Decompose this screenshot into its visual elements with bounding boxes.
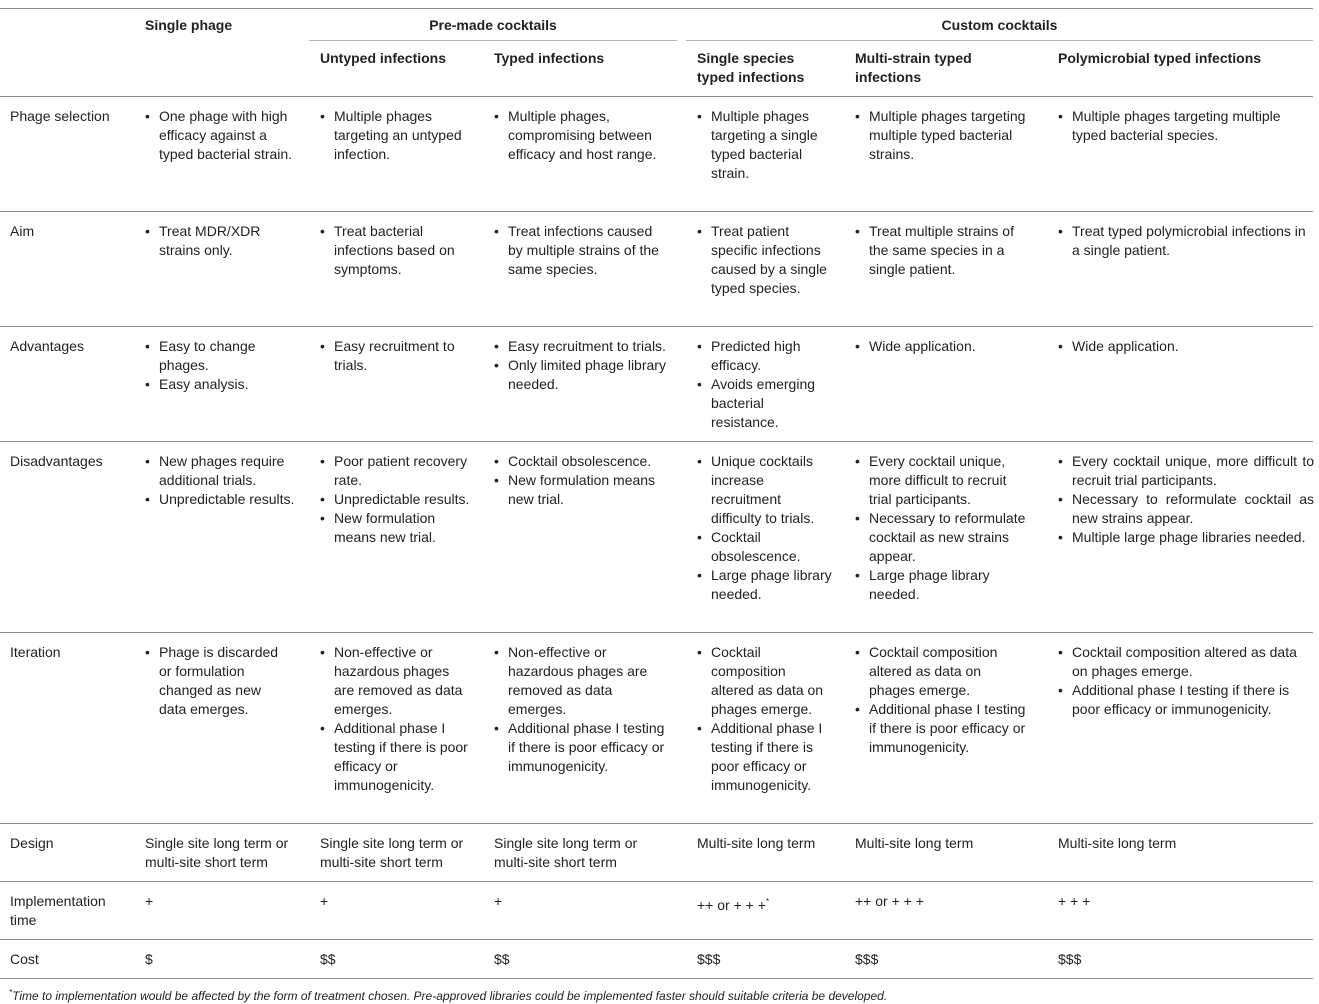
bullet-item: • Unpredictable results. bbox=[145, 490, 295, 509]
row-rule bbox=[0, 632, 1313, 633]
bullet-item: • Cocktail composition altered as data on phages emerge. bbox=[1058, 643, 1314, 681]
cell-iteration-polymicrobial bbox=[1058, 643, 1314, 719]
row-label-phage-selection: Phage selection bbox=[10, 108, 110, 124]
col-header-multi-strain: Multi-strain typed infections bbox=[855, 50, 972, 85]
cell-implementation-single: + bbox=[145, 893, 154, 909]
cell-disadvantages-polymicrobial bbox=[1058, 452, 1314, 547]
row-label-aim: Aim bbox=[10, 223, 35, 239]
col-header-typed: Typed infections bbox=[494, 50, 605, 66]
cell-selection-typed bbox=[494, 107, 664, 164]
cell-implementation-single-species bbox=[697, 892, 769, 915]
group-header-custom: Custom cocktails bbox=[941, 17, 1058, 33]
row-rule bbox=[0, 326, 1313, 327]
cell-iteration-single-species bbox=[697, 643, 832, 795]
bullet-item: • Multiple phages, compromising between efficacy and host range. bbox=[494, 107, 664, 164]
premade-group-rule bbox=[309, 40, 677, 41]
cell-selection-polymicrobial bbox=[1058, 107, 1314, 145]
bullet-item: • Multiple large phage libraries needed. bbox=[1058, 528, 1314, 547]
cell-cost-single: $ bbox=[145, 951, 153, 967]
bullet-item: • Additional phase I testing if there is poor efficacy or immunogenicity. bbox=[855, 700, 1030, 757]
group-header-premade: Pre-made cocktails bbox=[429, 17, 557, 33]
cell-selection-multi-strain bbox=[855, 107, 1040, 164]
bullet-item: • Every cocktail unique, more difficult to recruit trial participants. bbox=[855, 452, 1030, 509]
cell-aim-typed bbox=[494, 222, 669, 279]
row-label-implementation-time: Implementation time bbox=[10, 893, 106, 928]
cell-advantages-typed bbox=[494, 337, 669, 394]
row-rule bbox=[0, 441, 1313, 442]
cell-cost-multi-strain: $$$ bbox=[855, 951, 879, 967]
col-header-single-species: Single species typed infections bbox=[697, 50, 805, 85]
table-top-rule bbox=[0, 8, 1313, 9]
cell-advantages-untyped bbox=[320, 337, 470, 375]
row-label-iteration: Iteration bbox=[10, 644, 61, 660]
row-label-cost: Cost bbox=[10, 951, 39, 967]
bullet-item: • Treat typed polymicrobial infections in a single patient. bbox=[1058, 222, 1314, 260]
bullet-item: • Treat multiple strains of the same species in a single patient. bbox=[855, 222, 1020, 279]
cell-advantages-multi-strain bbox=[855, 337, 1025, 356]
cell-design-untyped: Single site long term or multi-site short term bbox=[320, 835, 464, 870]
bullet-item: • Necessary to reformulate cocktail as new strains appear. bbox=[1058, 490, 1314, 528]
bullet-item: • Unique cocktails increase recruitment difficulty to trials. bbox=[697, 452, 832, 528]
cell-cost-typed: $$ bbox=[494, 951, 510, 967]
bullet-item: • Cocktail obsolescence. bbox=[697, 528, 832, 566]
bullet-item: • Additional phase I testing if there is poor efficacy or immunogenicity. bbox=[1058, 681, 1314, 719]
header-bottom-rule bbox=[0, 96, 1313, 97]
bullet-item: • Multiple phages targeting a single typed bacterial strain. bbox=[697, 107, 832, 183]
cell-implementation-untyped: + bbox=[320, 893, 329, 909]
bullet-item: • Non-effective or hazardous phages are removed as data emerges. bbox=[494, 643, 669, 719]
bullet-item: • Large phage library needed. bbox=[855, 566, 1030, 604]
bullet-item: • New phages require additional trials. bbox=[145, 452, 295, 490]
bullet-item: • Wide application. bbox=[855, 337, 1025, 356]
cell-selection-single-species bbox=[697, 107, 832, 183]
cell-aim-untyped bbox=[320, 222, 470, 279]
cell-iteration-multi-strain bbox=[855, 643, 1030, 757]
custom-group-rule bbox=[686, 40, 1313, 41]
cell-implementation-multi-strain: ++ or + + + bbox=[855, 893, 924, 909]
bullet-item: • Easy analysis. bbox=[145, 375, 295, 394]
cell-advantages-polymicrobial bbox=[1058, 337, 1314, 356]
cell-aim-multi-strain bbox=[855, 222, 1020, 279]
footnote-text: Time to implementation would be affected by the form of treatment chosen. Pre-approved libraries could be implemented faster should suitable criteria be developed. bbox=[12, 989, 888, 1003]
bullet-item: • Unpredictable results. bbox=[320, 490, 470, 509]
bullet-item: • Easy recruitment to trials. bbox=[494, 337, 669, 356]
cell-disadvantages-multi-strain bbox=[855, 452, 1030, 604]
bullet-item: • Only limited phage library needed. bbox=[494, 356, 669, 394]
cell-advantages-single bbox=[145, 337, 295, 394]
cell-iteration-single bbox=[145, 643, 285, 719]
cell-disadvantages-untyped bbox=[320, 452, 470, 547]
bullet-item: • Additional phase I testing if there is poor efficacy or immunogenicity. bbox=[320, 719, 470, 795]
bullet-item: • Easy to change phages. bbox=[145, 337, 295, 375]
footnote-mark: * bbox=[9, 988, 13, 997]
cell-design-multi-strain: Multi-site long term bbox=[855, 835, 974, 851]
cell-cost-single-species: $$$ bbox=[697, 951, 721, 967]
bullet-item: • Cocktail composition altered as data on phages emerge. bbox=[855, 643, 1030, 700]
bullet-item: • Phage is discarded or formulation changed as new data emerges. bbox=[145, 643, 285, 719]
cell-iteration-typed bbox=[494, 643, 669, 776]
cell-aim-polymicrobial bbox=[1058, 222, 1314, 260]
bullet-item: • Multiple phages targeting multiple typed bacterial strains. bbox=[855, 107, 1040, 164]
cell-advantages-single-species bbox=[697, 337, 832, 432]
row-rule bbox=[0, 823, 1313, 824]
bullet-item: • Multiple phages targeting multiple typed bacterial species. bbox=[1058, 107, 1314, 145]
bullet-item: • Treat bacterial infections based on symptoms. bbox=[320, 222, 470, 279]
row-label-disadvantages: Disadvantages bbox=[10, 453, 103, 469]
bullet-item: • Predicted high efficacy. bbox=[697, 337, 832, 375]
cell-selection-single bbox=[145, 107, 295, 164]
col-header-polymicrobial: Polymicrobial typed infections bbox=[1058, 50, 1262, 66]
table-bottom-rule bbox=[0, 978, 1313, 979]
bullet-item: • Easy recruitment to trials. bbox=[320, 337, 470, 375]
implementation-value: ++ or + + + bbox=[697, 897, 766, 913]
cell-cost-polymicrobial: $$$ bbox=[1058, 951, 1082, 967]
cell-aim-single bbox=[145, 222, 295, 260]
cell-iteration-untyped bbox=[320, 643, 470, 795]
row-rule bbox=[0, 211, 1313, 212]
bullet-item: • Cocktail composition altered as data on phages emerge. bbox=[697, 643, 832, 719]
bullet-item: • Poor patient recovery rate. bbox=[320, 452, 470, 490]
row-rule bbox=[0, 881, 1313, 882]
col-header-untyped: Untyped infections bbox=[320, 50, 447, 66]
col-header-single-phage: Single phage bbox=[145, 17, 233, 33]
row-rule bbox=[0, 939, 1313, 940]
cell-disadvantages-single-species bbox=[697, 452, 832, 604]
bullet-item: • Treat infections caused by multiple strains of the same species. bbox=[494, 222, 669, 279]
bullet-item: • Treat patient specific infections caused by a single typed species. bbox=[697, 222, 832, 298]
bullet-item: • Additional phase I testing if there is poor efficacy or immunogenicity. bbox=[697, 719, 832, 795]
cell-selection-untyped bbox=[320, 107, 470, 164]
cell-disadvantages-typed bbox=[494, 452, 659, 509]
cell-aim-single-species bbox=[697, 222, 832, 298]
bullet-item: • Additional phase I testing if there is poor efficacy or immunogenicity. bbox=[494, 719, 669, 776]
cell-implementation-typed: + bbox=[494, 893, 503, 909]
bullet-item: • Treat MDR/XDR strains only. bbox=[145, 222, 295, 260]
row-label-advantages: Advantages bbox=[10, 338, 84, 354]
row-label-design: Design bbox=[10, 835, 54, 851]
bullet-item: • Cocktail obsolescence. bbox=[494, 452, 659, 471]
bullet-item: • One phage with high efficacy against a typed bacterial strain. bbox=[145, 107, 295, 164]
bullet-item: • New formulation means new trial. bbox=[320, 509, 470, 547]
cell-cost-untyped: $$ bbox=[320, 951, 336, 967]
cell-implementation-polymicrobial: + + + bbox=[1058, 893, 1091, 909]
bullet-item: • Wide application. bbox=[1058, 337, 1314, 356]
cell-disadvantages-single bbox=[145, 452, 295, 509]
cell-design-single-species: Multi-site long term bbox=[697, 835, 816, 851]
footnote-marker: * bbox=[765, 897, 770, 906]
bullet-item: • Large phage library needed. bbox=[697, 566, 832, 604]
bullet-item: • Avoids emerging bacterial resistance. bbox=[697, 375, 832, 432]
cell-design-single: Single site long term or multi-site short term bbox=[145, 835, 289, 870]
bullet-item: • Multiple phages targeting an untyped infection. bbox=[320, 107, 470, 164]
bullet-item: • New formulation means new trial. bbox=[494, 471, 659, 509]
cell-design-typed: Single site long term or multi-site short term bbox=[494, 835, 638, 870]
table-footnote bbox=[9, 985, 887, 1004]
bullet-item: • Necessary to reformulate cocktail as new strains appear. bbox=[855, 509, 1030, 566]
bullet-item: • Non-effective or hazardous phages are removed as data emerges. bbox=[320, 643, 470, 719]
cell-design-polymicrobial: Multi-site long term bbox=[1058, 835, 1177, 851]
bullet-item: • Every cocktail unique, more difficult to recruit trial participants. bbox=[1058, 452, 1314, 490]
